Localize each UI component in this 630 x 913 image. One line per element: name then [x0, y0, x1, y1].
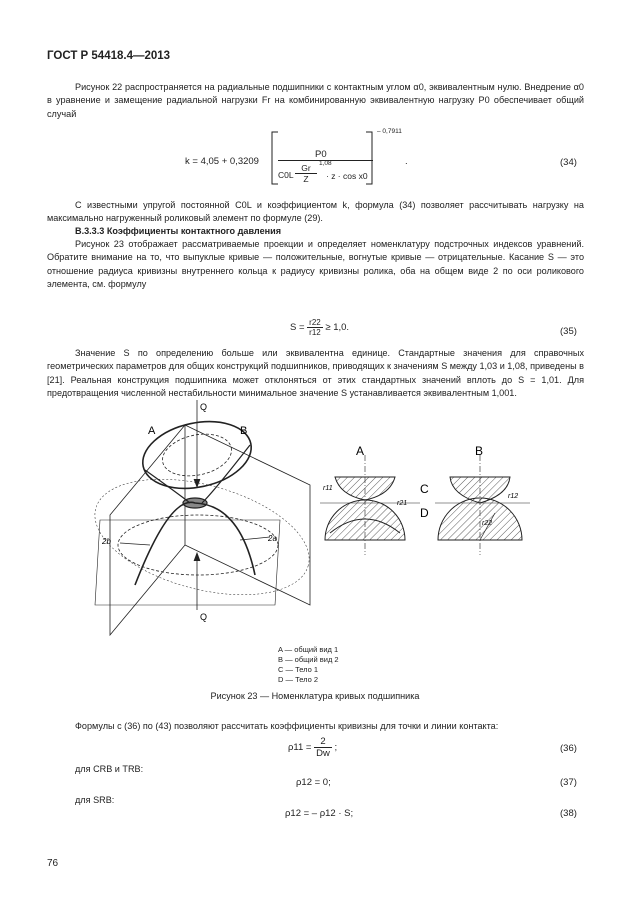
- label-srb: для SRB:: [75, 795, 115, 805]
- plane-b-left: [185, 425, 310, 605]
- arrow-bottom: [194, 553, 200, 561]
- eq34-number: (34): [560, 157, 577, 168]
- label-a-mid: A: [356, 444, 365, 458]
- paragraph-5: Формулы с (36) по (43) позволяют рассчитать коэффициенты кривизны для точки и линии контакта:: [75, 721, 499, 731]
- leader-2b: [120, 543, 150, 545]
- equation-36: ρ11 = $\frac{2}{Dw}$ ;: [288, 736, 338, 759]
- eq34-outer-exp: – 0,7911: [377, 128, 402, 135]
- eq34-tail: .: [405, 156, 408, 167]
- paragraph-1: Рисунок 22 распространяется на радиальные подшипники с контактным углом α0, эквивалентным нулю. Внедрение α0 в уравнение и замещение радиальной нагрузки Fr на комбинированную эквивалентную нагрузку P0 обеспечивает общий случай: [47, 82, 584, 119]
- eq34-den-c: C0L: [278, 170, 294, 180]
- paragraph-3: Рисунок 23 отображает рассматриваемые проекции и определяет номенклатуру подстрочных индексов уравнений. Обратите внимание на то, что выпуклые кривые — положительные, вогнутые кривые — отрицательные. Касание S — это отношение радиуса кривизны внутреннего кольца к радиусу кривизны ролика, оба на общем виде 2 по оси роликового элемента, см. формулу: [47, 239, 584, 289]
- label-crb-trb: для CRB и TRB:: [75, 764, 144, 774]
- legend-item: A — общий вид 1: [278, 645, 339, 654]
- equation-35: S = $\frac{r22}{r12}$ ≥ 1,0.: [290, 318, 350, 337]
- label-c: C: [420, 482, 429, 496]
- label-q-bottom: Q: [200, 612, 208, 622]
- label-r22: r22: [482, 520, 493, 527]
- page-number: 76: [47, 858, 59, 869]
- eq36-number: (36): [560, 743, 577, 754]
- label-2b: 2b: [102, 537, 111, 546]
- ring-curve: [135, 502, 255, 585]
- label-b-left: B: [240, 425, 248, 437]
- paragraph-4: Значение S по определению больше или эквивалентна единице. Стандартные значения для справочных геометрических параметров для общих конструкций подшипников, приводящих к значениям S между 1,03 и 1,08, приведены в [21]. Реальная конструкция подшипника может отклоняться от этих стандартных значений вплоть до S = 1,01. Для предотвращения численной нестабильности минимальное значение S устанавливается эквивалентным 1,001.: [47, 348, 584, 398]
- legend-item: C — Тело 1: [278, 665, 319, 674]
- leader-2a: [240, 537, 270, 540]
- eq34-den-tail: · z · cos x0: [326, 171, 368, 181]
- subheading: B.3.3.3 Коэффициенты контактного давления: [75, 226, 282, 236]
- label-r12: r12: [508, 493, 519, 500]
- section-b-body-2: [438, 498, 522, 540]
- ring-ellipse: [118, 515, 278, 575]
- figure-caption: Рисунок 23 — Номенклатура кривых подшипника: [210, 691, 420, 701]
- document-header: ГОСТ Р 54418.4—2013: [47, 50, 171, 62]
- label-2a: 2a: [268, 534, 277, 543]
- paragraph-2: С известными упругой постоянной C0L и коэффициентом k, формула (34) позволяет рассчитывать нагрузку на максимально нагруженный роликовый элемент по формуле (29).: [47, 200, 584, 224]
- eq38-number: (38): [560, 808, 577, 819]
- eq34-lhs: k = 4,05 + 0,3209: [185, 156, 259, 167]
- section-a-body-1: [335, 477, 395, 500]
- equation-37: ρ12 = 0;: [296, 777, 331, 788]
- eq34-inner-frac: Gr Z: [295, 163, 317, 184]
- label-r11: r11: [323, 485, 333, 492]
- eq36-numerator: 2: [314, 736, 332, 748]
- label-r21: r21: [397, 500, 408, 507]
- eq35-numerator: r22: [309, 318, 321, 327]
- label-q-top: Q: [200, 402, 208, 412]
- eq35-denominator: r12: [309, 328, 321, 337]
- label-d: D: [420, 506, 429, 520]
- eq34-den-exp: 1,08: [319, 160, 332, 167]
- figure-legend: [278, 645, 339, 685]
- eq37-number: (37): [560, 777, 577, 788]
- figure-23: [90, 395, 550, 640]
- legend-item: B — общий вид 2: [278, 655, 339, 664]
- eq34-numerator: P0: [315, 149, 327, 160]
- section-a-body-2: [325, 500, 408, 540]
- eq36-denominator: Dw: [316, 748, 330, 759]
- plane-a: [110, 425, 185, 635]
- eq35-number: (35): [560, 326, 577, 337]
- equation-38: ρ12 = – ρ12 · S;: [285, 808, 354, 819]
- label-b-right: B: [475, 444, 484, 458]
- legend-item: D — Тело 2: [278, 675, 319, 684]
- label-a-left: A: [148, 425, 156, 437]
- equation-34: [185, 130, 415, 186]
